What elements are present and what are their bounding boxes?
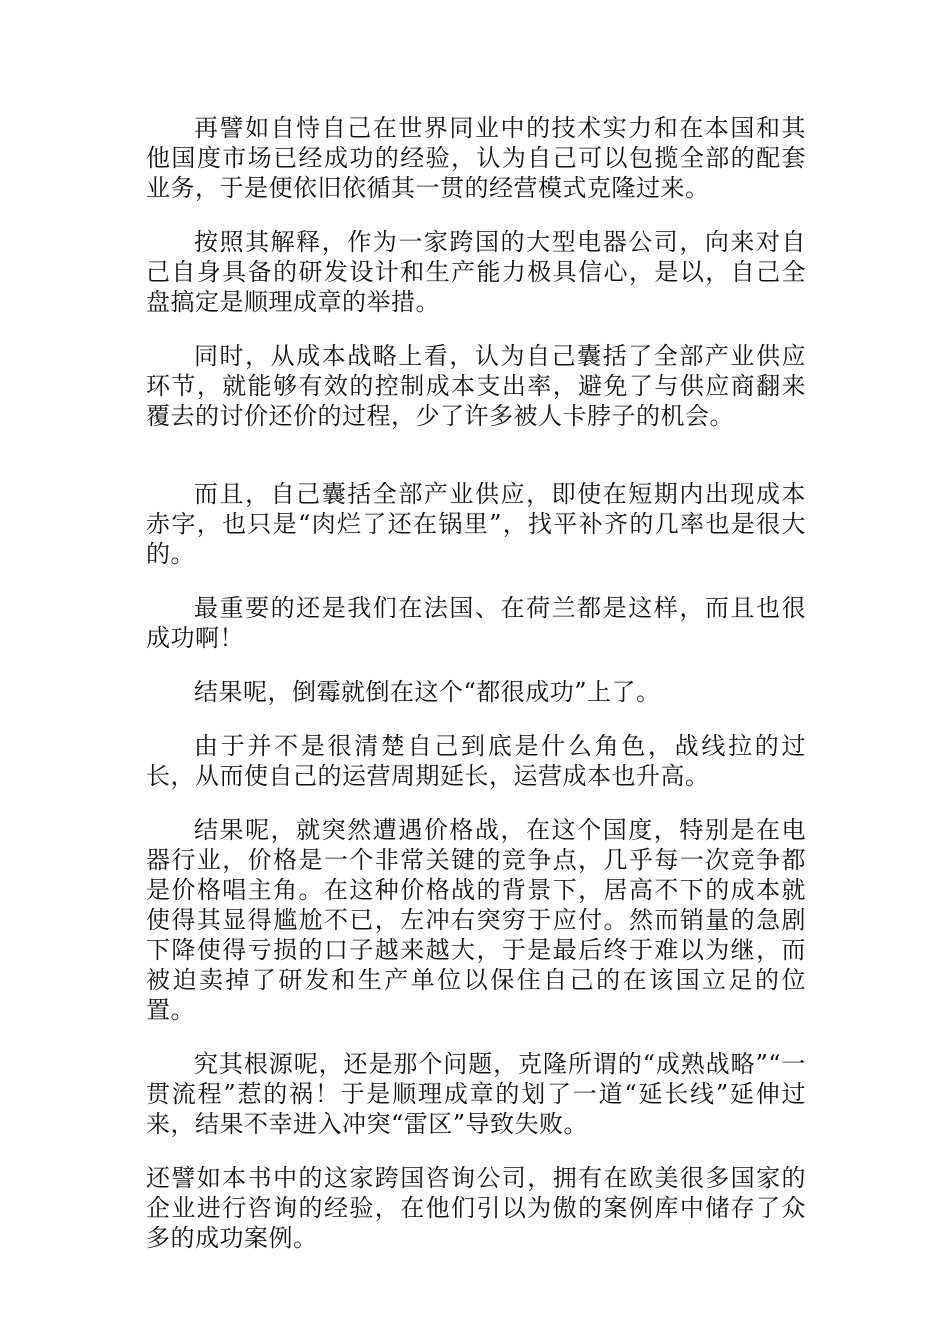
document-body [146, 113, 806, 1277]
paragraph-7: 由于并不是很清楚自己到底是什么角色，战线拉的过长，从而使自己的运营周期延长，运营成本也升高。 [146, 732, 806, 790]
paragraph-1: 再譬如自恃自己在世界同业中的技术实力和在本国和其他国度市场已经成功的经验，认为自己可以包揽全部的配套业务，于是便依旧依循其一贯的经营模式克隆过来。 [146, 114, 806, 202]
paragraph-2: 按照其解释，作为一家跨国的大型电器公司，向来对自己自身具备的研发设计和生产能力极具信心，是以，自己全盘搞定是顺理成章的举措。 [146, 228, 806, 316]
paragraph-3: 同时，从成本战略上看，认为自己囊括了全部产业供应环节，就能够有效的控制成本支出率，避免了与供应商翻来覆去的讨价还价的过程，少了许多被人卡脖子的机会。 [146, 342, 806, 430]
paragraph-9: 究其根源呢，还是那个问题，克隆所谓的“成熟战略”“一贯流程”惹的祸！于是顺理成章的划了一道“延长线”延伸过来，结果不幸进入冲突“雷区”导致失败。 [146, 1050, 806, 1138]
paragraph-8: 结果呢，就突然遭遇价格战，在这个国度，特别是在电器行业，价格是一个非常关键的竞争点，几乎每一次竞争都是价格唱主角。在这种价格战的背景下，居高不下的成本就使得其显得尴尬不已，左冲右突穷于应付。然而销量的急剧下降使得亏损的口子越来越大，于是最后终于难以为继，而被迫卖掉了研发和生产单位以保住自己的在该国立足的位置。 [146, 816, 806, 1024]
paragraph-10: 还譬如本书中的这家跨国咨询公司，拥有在欧美很多国家的企业进行咨询的经验，在他们引以为傲的案例库中储存了众多的成功案例。 [146, 1164, 806, 1252]
paragraph-4: 而且，自己囊括全部产业供应，即使在短期内出现成本赤字，也只是“肉烂了还在锅里”，找平补齐的几率也是很大的。 [146, 480, 806, 568]
paragraph-6: 结果呢，倒霉就倒在这个“都很成功”上了。 [194, 678, 661, 706]
paragraph-5: 最重要的还是我们在法国、在荷兰都是这样，而且也很成功啊！ [146, 594, 806, 652]
